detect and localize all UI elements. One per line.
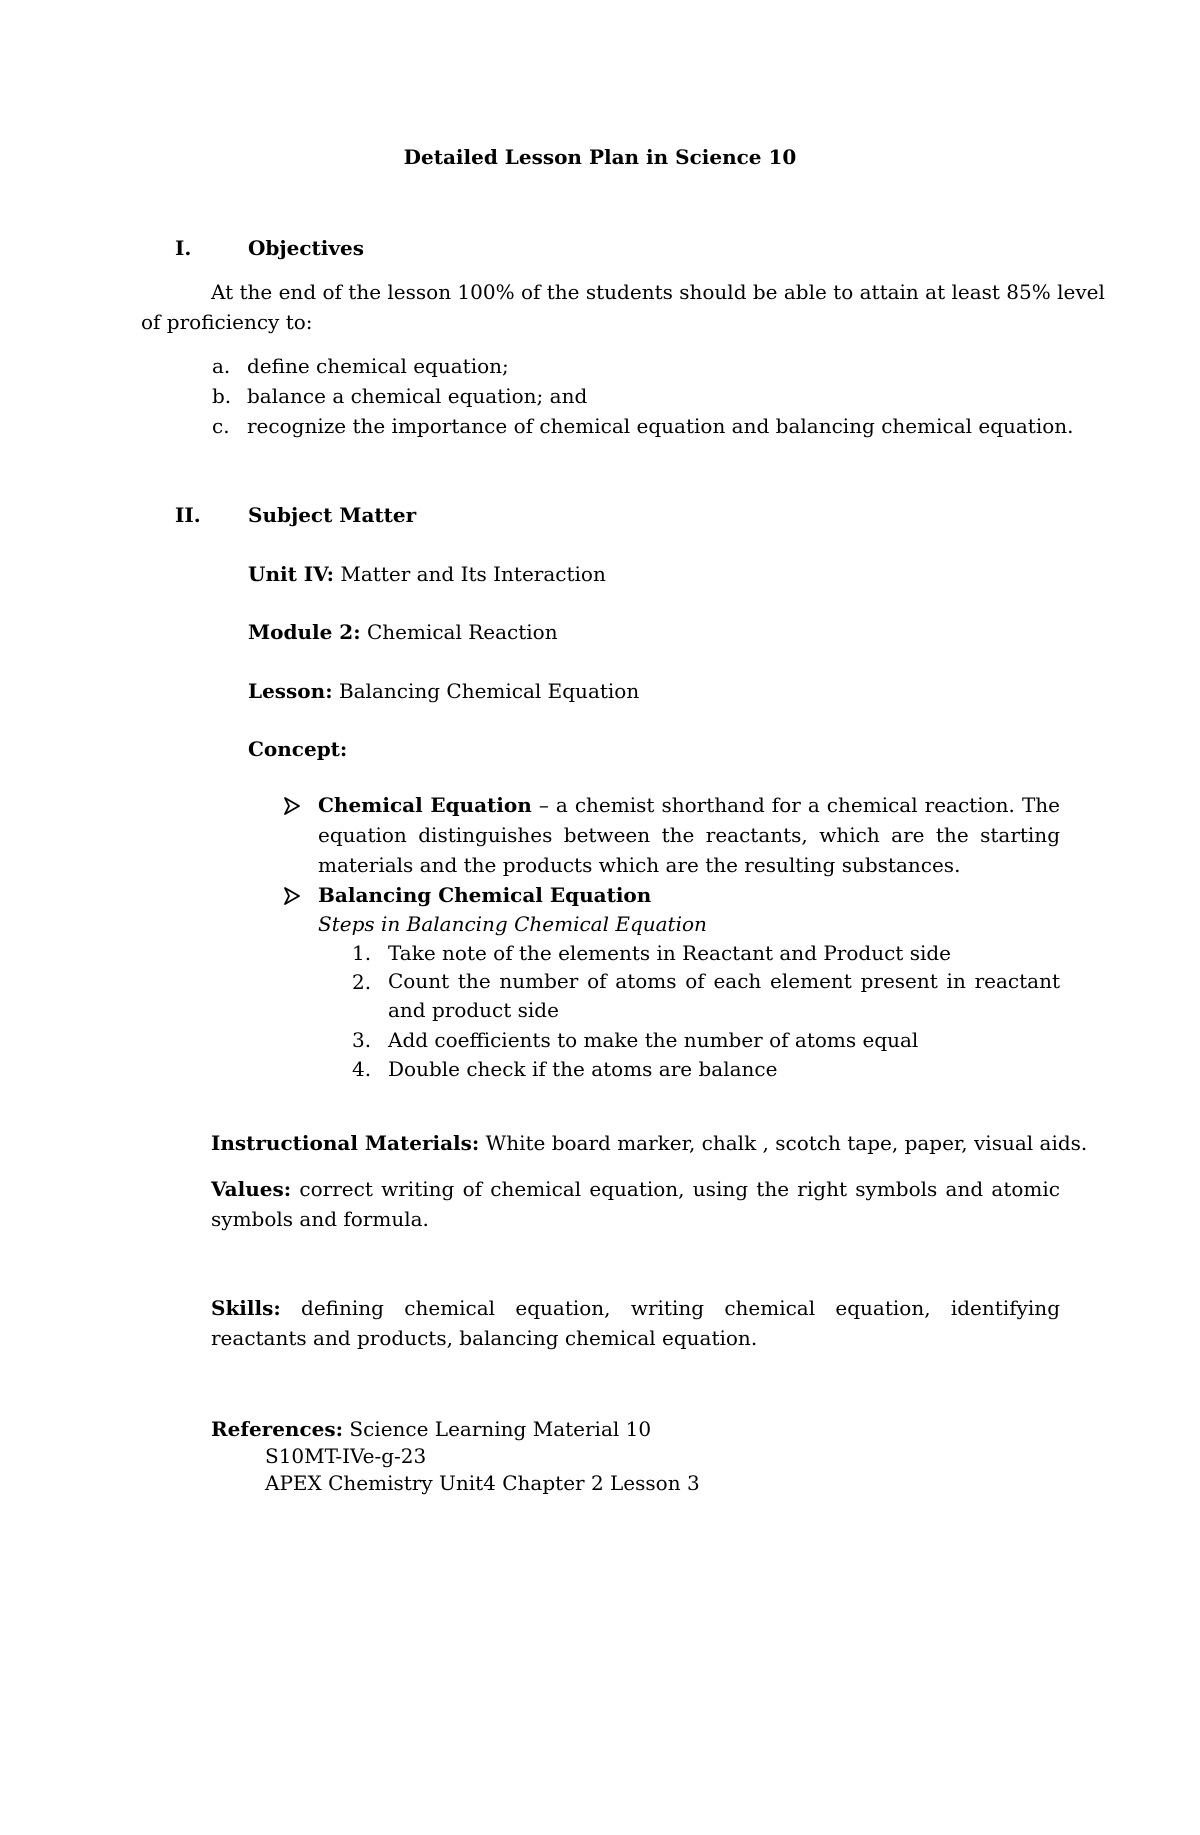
concept-chemical-equation [318, 790, 1060, 880]
reference-item: S10MT-IVe-g-23 [265, 1444, 427, 1468]
section-numeral-objectives: I. [175, 236, 192, 260]
materials-label: Instructional Materials: [211, 1131, 480, 1155]
concept-desc-chemical-equation: – a chemist shorthand for a chemical reaction. The equation distinguishes between the reactants, which are the starting materials and the products which are the resulting substances. [318, 793, 1060, 877]
materials-line [211, 1131, 1087, 1155]
objective-marker-a: a. [212, 354, 231, 378]
references-line [211, 1417, 651, 1441]
skills-label: Skills: [211, 1296, 281, 1320]
arrow-bullet-icon-svg [283, 796, 301, 816]
module-value: Chemical Reaction [366, 620, 558, 644]
lesson-line [248, 679, 639, 703]
concept-term-chemical-equation: Chemical Equation [318, 793, 532, 817]
objective-item-c: recognize the importance of chemical equation and balancing chemical equation. [247, 414, 1074, 438]
objectives-intro-line1: At the end of the lesson 100% of the students should be able to attain at least 85% level [211, 280, 1105, 304]
objective-marker-b: b. [212, 384, 232, 408]
step-number: 4. [352, 1057, 372, 1081]
concept-term-balancing: Balancing Chemical Equation [318, 883, 652, 907]
step-text: Add coefficients to make the number of atoms equal [388, 1028, 919, 1052]
objective-item-a: define chemical equation; [247, 354, 509, 378]
arrow-bullet-icon [283, 886, 301, 911]
values-label: Values: [211, 1177, 292, 1201]
concept-label: Concept: [248, 737, 348, 761]
materials-value: White board marker, chalk , scotch tape, paper, visual aids. [479, 1131, 1088, 1155]
values-paragraph [211, 1174, 1060, 1234]
section-numeral-subject-matter: II. [175, 503, 201, 527]
section-heading-objectives: Objectives [248, 236, 364, 260]
objective-marker-c: c. [212, 414, 230, 438]
skills-paragraph [211, 1293, 1060, 1353]
lesson-label: Lesson: [248, 679, 333, 703]
values-value: correct writing of chemical equation, using the right symbols and atomic symbols and formula. [211, 1177, 1060, 1231]
step-text: Count the number of atoms of each element present in reactant and product side [388, 969, 1060, 1022]
step-number: 1. [352, 941, 372, 965]
section-heading-subject-matter: Subject Matter [248, 503, 417, 527]
arrow-bullet-icon [283, 796, 301, 821]
module-line [248, 620, 558, 644]
objectives-intro-line2: of proficiency to: [141, 310, 313, 334]
unit-value: Matter and Its Interaction [340, 562, 606, 586]
skills-value: defining chemical equation, writing chemical equation, identifying reactants and products, balancing chemical equation. [211, 1296, 1060, 1350]
unit-line [248, 562, 606, 586]
step-text: Take note of the elements in Reactant and Product side [388, 941, 951, 965]
objective-item-b: balance a chemical equation; and [247, 384, 588, 408]
references-value: Science Learning Material 10 [343, 1417, 652, 1441]
lesson-value: Balancing Chemical Equation [338, 679, 640, 703]
steps-subtitle: Steps in Balancing Chemical Equation [318, 912, 707, 936]
references-label: References: [211, 1417, 344, 1441]
unit-label: Unit IV: [248, 562, 335, 586]
step-number: 2. [352, 970, 372, 994]
step-text: Double check if the atoms are balance [388, 1057, 778, 1081]
document-title: Detailed Lesson Plan in Science 10 [403, 145, 797, 169]
arrow-bullet-icon-svg [283, 886, 301, 906]
module-label: Module 2: [248, 620, 361, 644]
reference-item: APEX Chemistry Unit4 Chapter 2 Lesson 3 [265, 1471, 700, 1495]
step-number: 3. [352, 1028, 372, 1052]
